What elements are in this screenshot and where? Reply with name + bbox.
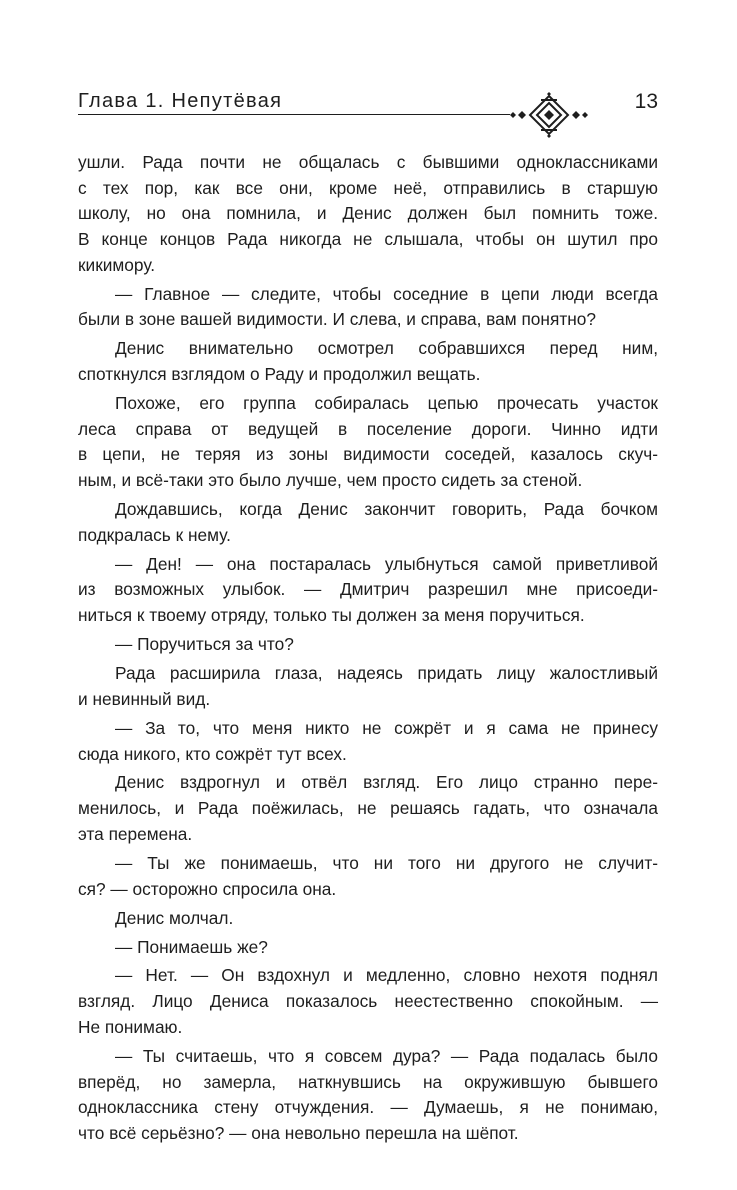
text-line: леса справа от ведущей в поселение дороги. Чинно идти xyxy=(78,418,658,439)
text-line: — Главное — следите, чтобы соседние в цепи люди всегда xyxy=(115,283,658,304)
text-line: — Ден! — она постаралась улыбнуться самой приветливой xyxy=(115,553,658,574)
body-text xyxy=(78,150,658,1147)
text-line: эта перемена. xyxy=(78,823,193,844)
header-rule xyxy=(78,114,510,115)
paragraph xyxy=(78,497,658,548)
paragraph xyxy=(78,716,658,767)
text-line: вперёд, но замерла, наткнувшись на окружившую бывшего xyxy=(78,1071,658,1092)
running-header xyxy=(78,84,658,124)
text-line: менилось, и Рада поёжилась, не решаясь гадать, что означала xyxy=(78,798,658,819)
paragraph xyxy=(78,282,658,333)
text-line: в цепи, не теряя из зоны видимости соседей, казалось скуч- xyxy=(78,444,658,465)
text-line: одноклассника стену отчуждения. — Думаешь, я не понимаю, xyxy=(78,1097,658,1118)
text-line: ушли. Рада почти не общалась с бывшими одноклассниками xyxy=(78,152,658,172)
paragraph xyxy=(78,632,658,658)
paragraph xyxy=(78,906,658,932)
text-line: Рада расширила глаза, надеясь придать лицу жалостливый xyxy=(115,663,658,684)
text-line: подкралась к нему. xyxy=(78,524,231,545)
text-line: из возможных улыбок. — Дмитрич разрешил мне присоеди- xyxy=(78,579,658,600)
text-line: школу, но она помнила, и Денис должен был помнить тоже. xyxy=(78,203,658,224)
paragraph xyxy=(78,851,658,902)
text-line: что всё серьёзно? — она невольно перешла на шёпот. xyxy=(78,1122,519,1143)
text-line: ным, и всё-таки это было лучше, чем просто сидеть за стеной. xyxy=(78,470,583,491)
text-line: взгляд. Лицо Дениса показалось неестественно спокойным. — xyxy=(78,991,658,1012)
text-line: В конце концов Рада никогда не слышала, чтобы он шутил про xyxy=(78,229,658,250)
paragraph xyxy=(78,1044,658,1147)
text-line: — Поручиться за что? xyxy=(115,634,294,655)
paragraph xyxy=(78,661,658,712)
text-line: Денис внимательно осмотрел собравшихся перед ним, xyxy=(115,338,658,359)
text-line: кикимору. xyxy=(78,254,156,275)
text-line: Денис молчал. xyxy=(115,907,234,928)
paragraph xyxy=(78,770,658,847)
running-title: Глава 1. Непутёвая xyxy=(78,90,283,112)
text-line: — Ты же понимаешь, что ни того ни другого не случит- xyxy=(115,852,658,873)
text-line: Не понимаю. xyxy=(78,1016,183,1037)
text-line: — Нет. — Он вздохнул и медленно, словно нехотя поднял xyxy=(115,965,658,986)
page-number: 13 xyxy=(634,90,658,113)
text-line: Похоже, его группа собиралась цепью прочесать участок xyxy=(115,393,658,414)
text-line: сюда никого, кто сожрёт тут всех. xyxy=(78,743,347,764)
text-line: — Ты считаешь, что я совсем дура? — Рада подалась было xyxy=(115,1045,658,1066)
text-line: ся? — осторожно спросила она. xyxy=(78,878,337,899)
text-line: Дождавшись, когда Денис закончит говорить, Рада бочком xyxy=(115,499,658,520)
text-line: с тех пор, как все они, кроме неё, отправились в старшую xyxy=(78,177,658,198)
text-line: и невинный вид. xyxy=(78,688,211,709)
text-line: — За то, что меня никто не сожрёт и я сама не принесу xyxy=(115,717,658,738)
text-line: были в зоне вашей видимости. И слева, и справа, вам понятно? xyxy=(78,309,596,330)
paragraph xyxy=(78,552,658,629)
text-line: Денис вздрогнул и отвёл взгляд. Его лицо странно пере- xyxy=(115,772,658,793)
text-line: — Понимаешь же? xyxy=(115,936,268,957)
paragraph xyxy=(78,391,658,494)
diamond-ornament-icon xyxy=(508,92,590,138)
paragraph xyxy=(78,150,658,278)
text-line: ниться к твоему отряду, только ты должен за меня поручиться. xyxy=(78,605,585,626)
paragraph xyxy=(78,935,658,961)
text-line: споткнулся взглядом о Раду и продолжил вещать. xyxy=(78,364,481,385)
paragraph xyxy=(78,336,658,387)
paragraph xyxy=(78,963,658,1040)
